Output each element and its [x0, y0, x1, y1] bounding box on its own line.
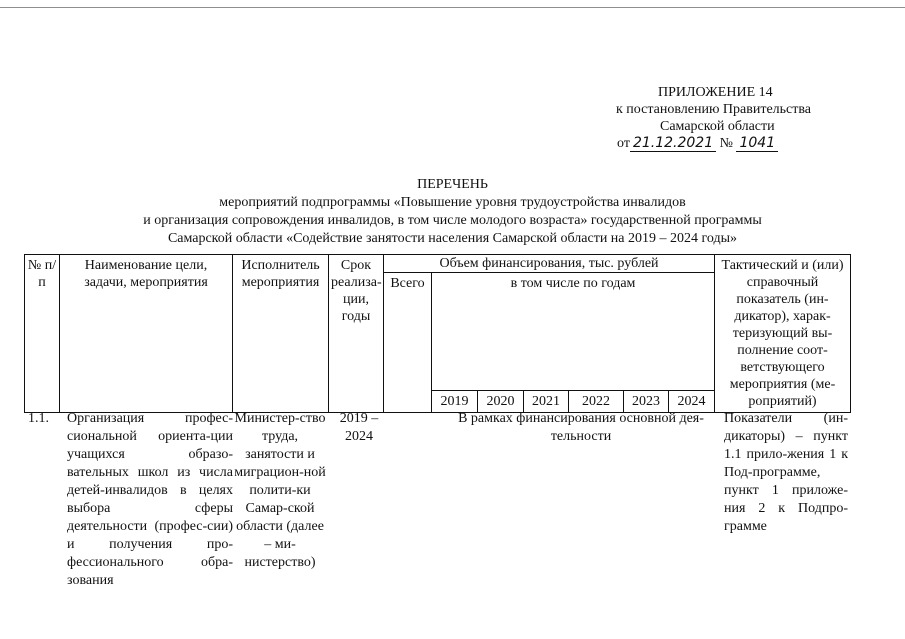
appendix-region: Самарской области [660, 119, 775, 134]
row-executor: Министер-ство труда, занятости и миграцион-ной полити-ки Самар-ской области (далее – ми-нистерство) [234, 411, 326, 570]
header-year-2021: 2021 [524, 391, 569, 413]
appendix-date-line [600, 135, 840, 152]
header-period: Срок реализа-ции, годы [329, 255, 384, 413]
header-table [24, 254, 851, 413]
handwritten-date: 21.12.2021 [630, 135, 716, 152]
header-total: Всего [384, 273, 432, 413]
header-year-2019: 2019 [432, 391, 478, 413]
header-funding: Объем финансирования, тыс. рублей [384, 255, 715, 273]
header-year-2024: 2024 [669, 391, 715, 413]
title-heading: ПЕРЕЧЕНЬ [417, 177, 488, 192]
handwritten-number: 1041 [736, 135, 778, 152]
title-line-2: и организация сопровождения инвалидов, в том числе молодого возраста» государственной программы [143, 213, 762, 228]
row-num: 1.1. [28, 411, 49, 426]
header-indicator: Тактический и (или) справочный показатель (ин-дикатор), харак-теризующий вы-полнение соот-ветствующего мероприятия (ме-роприятий) [715, 255, 851, 413]
header-num: № п/п [25, 255, 60, 413]
row-goal: Организация профес-сиональной ориента-ции учащихся образо-вательных школ из числа детей-инвалидов в целях выбора сферы деятельности (профес-сии) и получения про-фессионального обра-зования [67, 411, 233, 588]
document-title [0, 176, 905, 248]
number-prefix: № [719, 136, 733, 151]
row-indicator: Показатели (ин-дикаторы) – пункт 1.1 прило-жения 1 к Под-программе, пункт 1 приложе-ния 2 к Подпро-грамме [724, 411, 848, 534]
title-line-1: мероприятий подпрограммы «Повышение уровня трудоустройства инвалидов [219, 195, 686, 210]
title-line-3: Самарской области «Содействие занятости населения Самарской области на 2019 – 2024 годы» [167, 231, 738, 246]
row-period: 2019 – 2024 [339, 411, 379, 444]
header-goal: Наименование цели, задачи, мероприятия [60, 255, 233, 413]
header-by-years: в том числе по годам [432, 273, 715, 391]
appendix-resolution: к постановлению Правительства [616, 102, 812, 117]
row-funding: В рамках финансирования основной дея-тельности [458, 411, 704, 444]
date-prefix: от [617, 136, 630, 151]
appendix-title: ПРИЛОЖЕНИЕ 14 [658, 85, 773, 100]
header-year-2020: 2020 [478, 391, 524, 413]
header-year-2022: 2022 [569, 391, 624, 413]
appendix-block [600, 84, 840, 152]
header-year-2023: 2023 [624, 391, 669, 413]
header-executor: Исполнитель мероприятия [233, 255, 329, 413]
scan-border-line [0, 7, 905, 8]
